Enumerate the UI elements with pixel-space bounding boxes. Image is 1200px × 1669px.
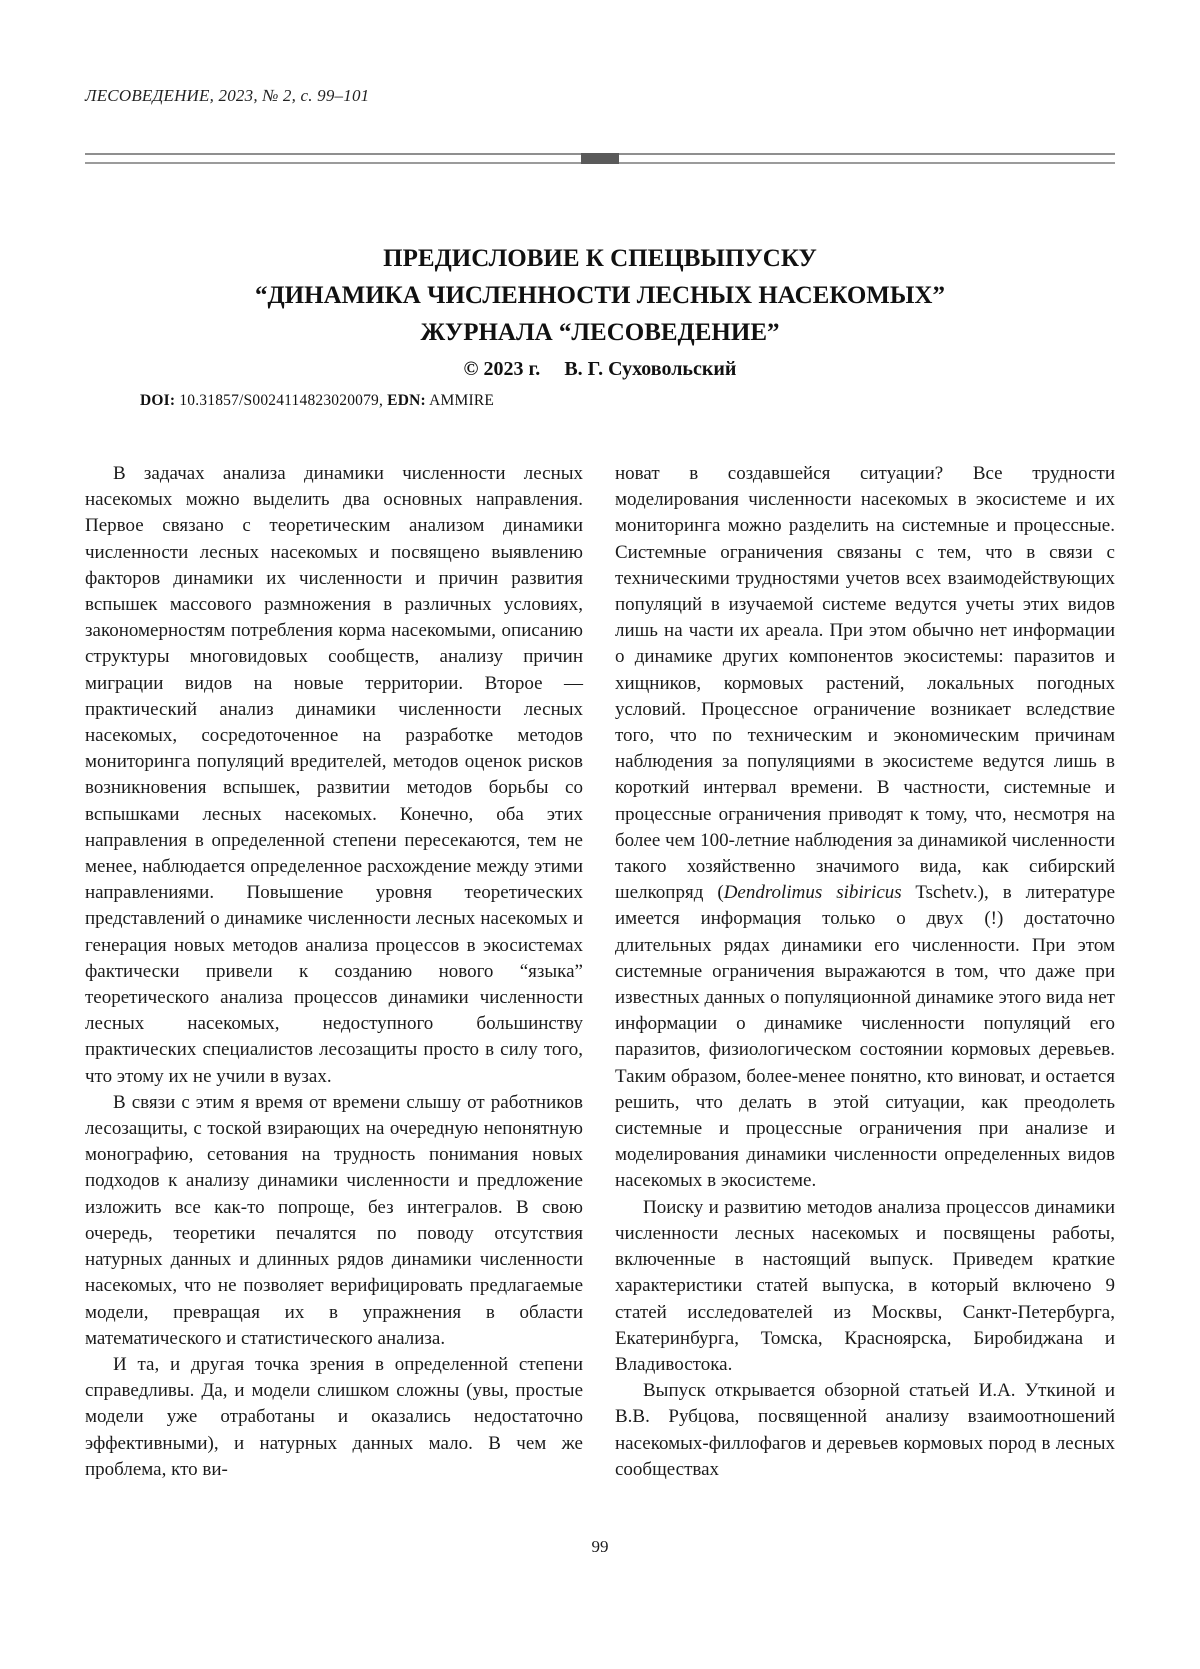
paragraph-text: Tschetv.), в литературе имеется информация только о двух (!) достаточно длительных рядах динамики его численности. При этом системные ограничения выражаются в том, что даже при известных данных о популяционной динамике этого вида нет информации о динамике численности популяций его паразитов, физиологическом состоянии кормовых деревьев. Таким образом, более-менее понятно, кто виноват, и остается решить, что делать в этой ситуации, как преодолеть системные и процессные ограничения при анализе и моделирования динамики численности определенных видов насекомых в экосистеме. — [615, 882, 1115, 1192]
body-paragraph — [85, 1352, 583, 1483]
body-paragraph — [85, 1090, 583, 1352]
doi-label: DOI: — [140, 392, 176, 409]
paragraph-text: И та, и другая точка зрения в определенной степени справедливы. Да, и модели слишком сложны (увы, простые модели уже отработаны и оказались недостаточно эффективными), и натурных данных мало. В чем же проблема, кто ви- — [85, 1353, 583, 1480]
article-title — [0, 240, 1200, 351]
running-head: ЛЕСОВЕДЕНИЕ, 2023, № 2, с. 99–101 — [85, 86, 370, 105]
species-name-italic: Dendrolimus sibiricus — [723, 882, 902, 904]
paragraph-text: В задачах анализа динамики численности лесных насекомых можно выделить два основных направления. Первое связано с теоретическим анализом динамики численности лесных насекомых и посвящено выявлению факторов динамики их численности и причин развития вспышек массового размножения в различных условиях, закономерностям потребления корма насекомыми, описанию структуры многовидовых сообществ, анализу причин миграции видов на новые территории. Второе — практический анализ динамики численности лесных насекомых, сосредоточенное на разработке методов мониторинга популяций вредителей, методов оценок рисков возникновения вспышек, развитии методов борьбы со вспышками лесных насекомых. Конечно, оба этих направления в определенной степени пересекаются, тем не менее, наблюдается определенное расхождение между этими направлениями. Повышение уровня теоретических представлений о динамике численности лесных насекомых и генерация новых методов анализа процессов в экосистемах фактически привели к созданию нового “языка” теоретического анализа процессов динамики численности лесных насекомых, недоступного большинству практических специалистов лесозащиты просто в силу того, что этому их не учили в вузах. — [85, 463, 583, 1087]
header-rule — [85, 153, 1115, 164]
paragraph-text: новат в создавшейся ситуации? Все трудности моделирования численности насекомых в экосистеме и их мониторинга можно разделить на системные и процессные. Системные ограничения связаны с тем, что в связи с техническими трудностями учетов всех взаимодействующих популяций в изучаемой системе ведутся учеты этих видов лишь на части их ареала. При этом обычно нет информации о динамике других компонентов экосистемы: паразитов и хищников, кормовых растений, локальных погодных условий. Процессное ограничение возникает вследствие того, что по техническим и экономическим причинам наблюдения за популяциями в экосистеме ведутся лишь в короткий интервал времени. В частности, системные и процессные ограничения приводят к тому, что, несмотря на более чем 100-летние наблюдения за динамикой численности такого хозяйственно значимого вида, как сибирский шелкопряд ( — [615, 463, 1115, 904]
paragraph-text: Выпуск открывается обзорной статьей И.А. Уткиной и В.В. Рубцова, посвященной анализу взаимоотношений насекомых-филлофагов и деревьев кормовых пород в лесных сообществах — [615, 1380, 1115, 1480]
edn-label: EDN: — [387, 392, 426, 409]
body-paragraph — [615, 1378, 1115, 1483]
body-paragraph — [615, 461, 1115, 1195]
right-column — [615, 461, 1115, 1483]
doi-line — [140, 392, 494, 410]
body-paragraph — [615, 1195, 1115, 1378]
doi-value: 10.31857/S0024114823020079, — [179, 392, 384, 409]
body-paragraph — [85, 461, 583, 1090]
edn-value: AMMIRE — [429, 392, 495, 409]
page-number: 99 — [591, 1537, 609, 1556]
article-title-line-3: ЖУРНАЛА “ЛЕСОВЕДЕНИЕ” — [420, 319, 780, 346]
article-title-line-2: “ДИНАМИКА ЧИСЛЕННОСТИ ЛЕСНЫХ НАСЕКОМЫХ” — [254, 282, 945, 309]
paragraph-text: В связи с этим я время от времени слышу от работников лесозащиты, с тоской взирающих на очередную непонятную монографию, сетования на трудность понимания новых подходов к анализу динамики численности и предложение изложить все как-то попроще, без интегралов. В свою очередь, теоретики печалятся по поводу отсутствия натурных данных и длинных рядов динамики численности насекомых, что не позволяет верифицировать предлагаемые модели, превращая их в упражнения в области математического и статистического анализа. — [85, 1091, 583, 1349]
left-column — [85, 461, 583, 1483]
author-name: В. Г. Суховольский — [564, 358, 737, 380]
byline — [0, 358, 1200, 381]
header-rule-center-mark — [581, 153, 619, 164]
article-title-line-1: ПРЕДИСЛОВИЕ К СПЕЦВЫПУСКУ — [383, 245, 817, 272]
copyright-label: © 2023 г. — [463, 358, 541, 380]
paragraph-text: Поиску и развитию методов анализа процессов динамики численности лесных насекомых и посвящены работы, включенные в настоящий выпуск. Приведем краткие характеристики статей выпуска, в который включено 9 статей исследователей из Москвы, Санкт-Петербурга, Екатеринбурга, Томска, Красноярска, Биробиджана и Владивостока. — [615, 1196, 1115, 1375]
